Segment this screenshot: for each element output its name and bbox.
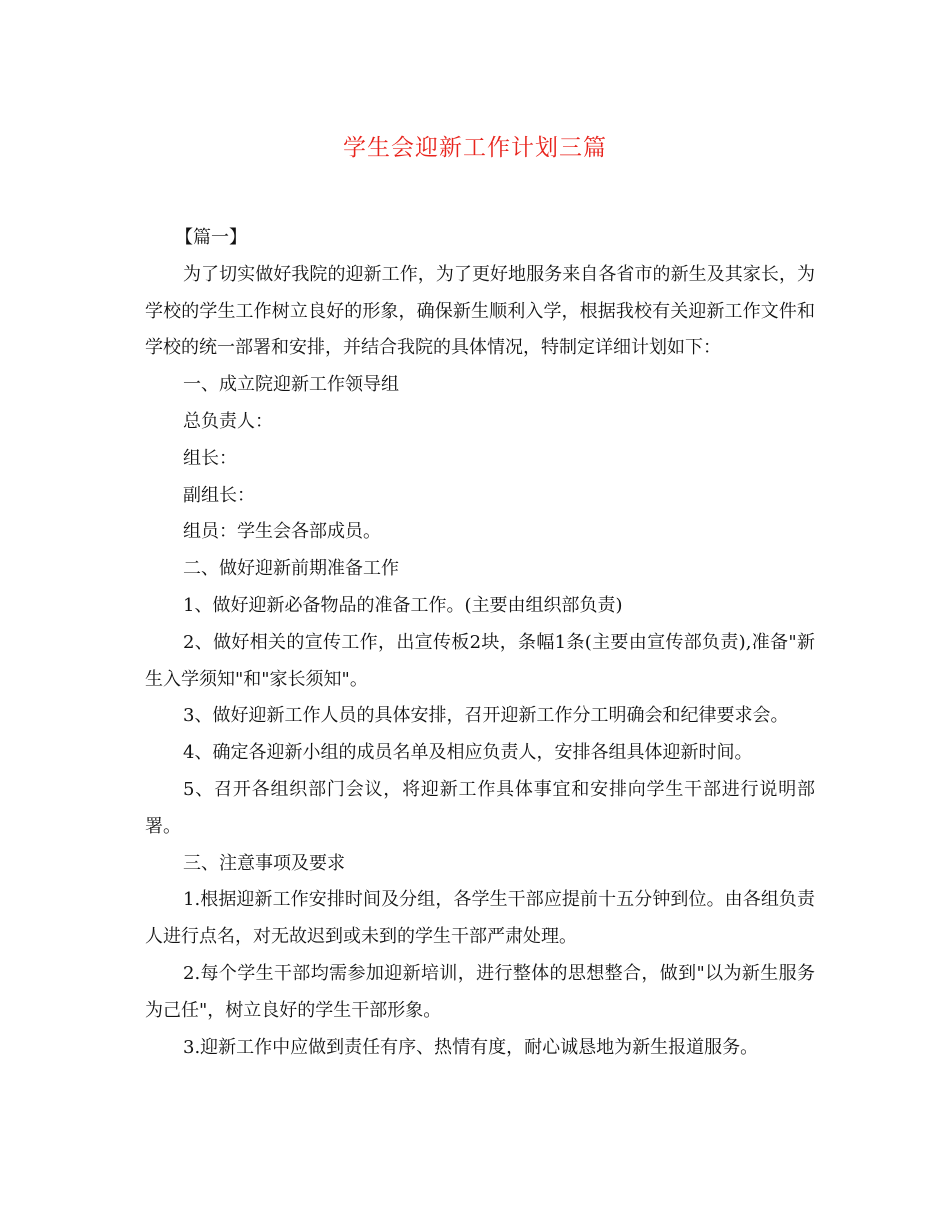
prep-item-2: 2、做好相关的宣传工作，出宣传板2块，条幅1条(主要由宣传部负责),准备"新生入学须知"和"家长须知"。	[145, 631, 815, 690]
deputy-leader-line: 副组长：	[183, 484, 255, 506]
heading-preparation: 二、做好迎新前期准备工作	[183, 558, 399, 580]
requirement-item-3: 3.迎新工作中应做到责任有序、热情有度，耐心诚恳地为新生报道服务。	[183, 1036, 759, 1058]
chief-responsible-line: 总负责人：	[183, 410, 273, 432]
heading-leadership-group: 一、成立院迎新工作领导组	[183, 374, 399, 396]
prep-item-3: 3、做好迎新工作人员的具体安排，召开迎新工作分工明确会和纪律要求会。	[183, 705, 789, 727]
heading-notes-requirements: 三、注意事项及要求	[183, 852, 345, 874]
prep-item-4: 4、确定各迎新小组的成员名单及相应负责人，安排各组具体迎新时间。	[183, 742, 753, 764]
section-label: 【篇一】	[175, 227, 247, 248]
requirement-item-1: 1.根据迎新工作安排时间及分组，各学生干部应提前十五分钟到位。由各组负责人进行点名，对无故迟到或未到的学生干部严肃处理。	[145, 889, 815, 948]
document-title: 学生会迎新工作计划三篇	[343, 135, 607, 161]
intro-paragraph: 为了切实做好我院的迎新工作，为了更好地服务来自各省市的新生及其家长，为学校的学生工作树立良好的形象，确保新生顺利入学，根据我校有关迎新工作文件和学校的统一部署和安排，并结合我院的具体情况，特制定详细计划如下：	[145, 263, 815, 359]
members-line: 组员：学生会各部成员。	[183, 521, 381, 543]
document-body	[145, 220, 815, 1066]
prep-item-1: 1、做好迎新必备物品的准备工作。(主要由组织部负责)	[183, 594, 623, 616]
leader-line: 组长：	[183, 447, 237, 469]
requirement-item-2: 2.每个学生干部均需参加迎新培训，进行整体的思想整合，做到"以为新生服务为己任"，树立良好的学生干部形象。	[145, 962, 815, 1021]
prep-item-5: 5、召开各组织部门会议，将迎新工作具体事宜和安排向学生干部进行说明部署。	[145, 778, 815, 837]
